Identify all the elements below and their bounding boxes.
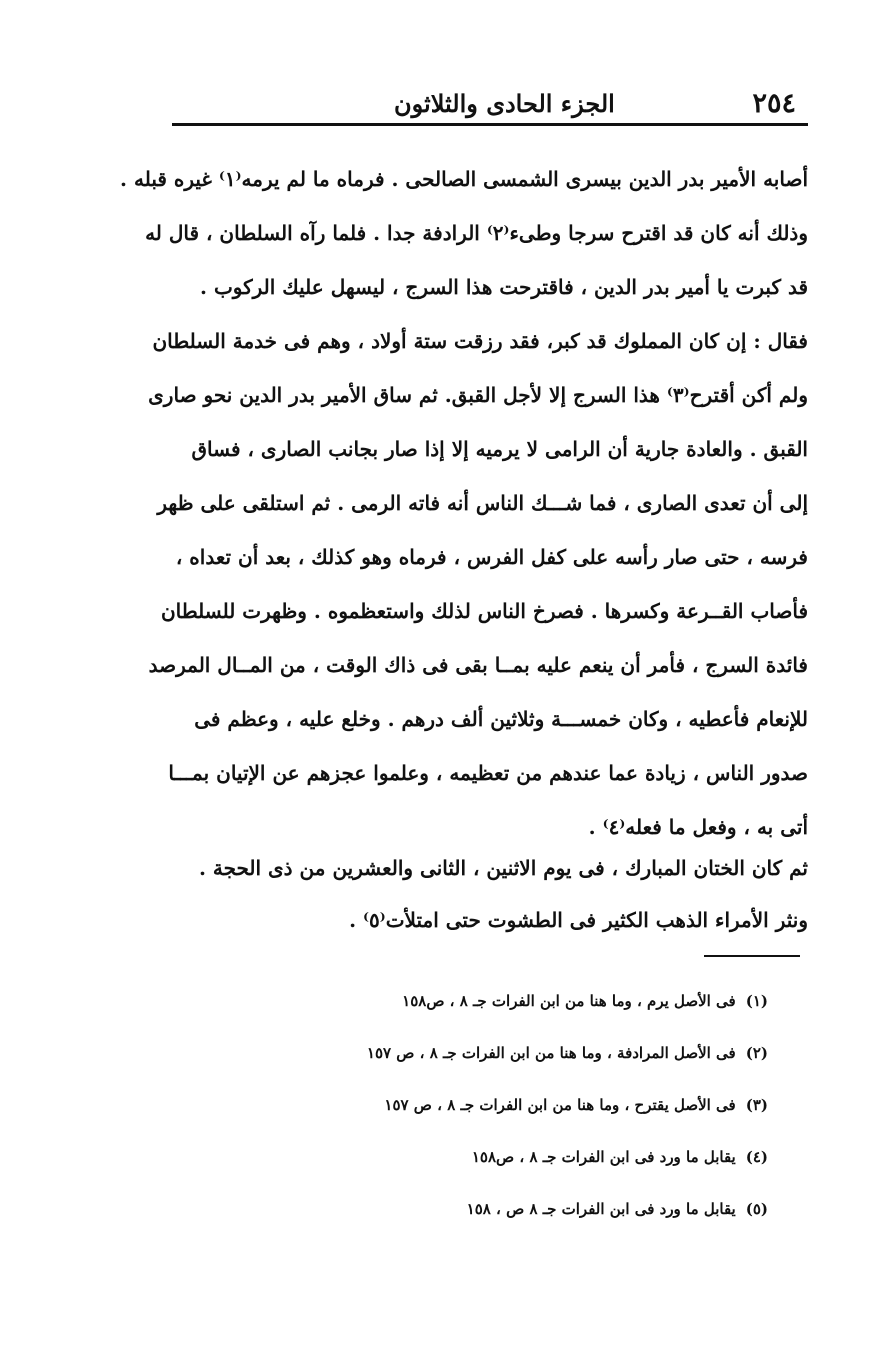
footnote-rule (704, 955, 800, 957)
text-line: إلى أن تعدى الصارى ، فما شـــك الناس أنه فاته الرمى . ثم استلقى على ظهر (157, 491, 808, 515)
text-line: فائدة السرج ، فأمر أن ينعم عليه بمــا بقى فى ذاك الوقت ، من المــال المرصد (148, 653, 808, 677)
running-title: الجزء الحادى والثلاثون (394, 89, 615, 118)
text-line: فقال : إن كان المملوك قد كبر، فقد رزقت ستة أولاد ، وهم فى خدمة السلطان (152, 329, 808, 353)
header-rule (172, 123, 808, 126)
page-number: ٢٥٤ (752, 88, 796, 119)
text-line: للإنعام فأعطيه ، وكان خمســـة وثلاثين ألف درهم . وخلع عليه ، وعظم فى (194, 707, 808, 731)
text-line: وذلك أنه كان قد اقترح سرجا وطىء⁽٢⁾ الرادفة جدا . فلما رآه السلطان ، قال له (145, 221, 808, 245)
text-line: ولم أكن أقترح⁽٣⁾ هذا السرج إلا لأجل القبق. ثم ساق الأمير بدر الدين نحو صارى (148, 383, 808, 407)
footnote-mark: (٥) (745, 1200, 768, 1218)
paragraph-main (120, 152, 808, 854)
text-line: فأصاب القــرعة وكسرها . فصرخ الناس لذلك واستعظموه . وظهرت للسلطان (160, 599, 808, 623)
footnote-1 (300, 975, 768, 1027)
footnote-2 (300, 1027, 768, 1079)
text-line: صدور الناس ، زيادة عما عندهم من تعظيمه ، وعلموا عجزهم عن الإتيان بمـــا (168, 761, 808, 785)
footnote-text: فى الأصل المرادفة ، وما هنا من ابن الفرات جـ ٨ ، ص ١٥٧ (366, 1044, 736, 1062)
footnote-5 (300, 1183, 768, 1235)
footnote-mark: (٢) (745, 1044, 768, 1062)
text-line: فرسه ، حتى صار رأسه على كفل الفرس ، فرماه وهو كذلك ، بعد أن تعداه ، (175, 545, 808, 569)
text-line: قد كبرت يا أمير بدر الدين ، فاقترحت هذا السرج ، ليسهل عليك الركوب . (200, 275, 808, 299)
footnote-mark: (١) (745, 992, 768, 1010)
footnote-text: يقابل ما ورد فى ابن الفرات جـ ٨ ص ، ١٥٨ (466, 1200, 736, 1218)
text-line-last: أتى به ، وفعل ما فعله⁽٤⁾ . (588, 815, 808, 839)
footnote-text: يقابل ما ورد فى ابن الفرات جـ ٨ ، ص١٥٨ (471, 1148, 736, 1166)
text-line: القبق . والعادة جارية أن الرامى لا يرميه إلا إذا صار بجانب الصارى ، فساق (191, 437, 808, 461)
footnote-text: فى الأصل يرم ، وما هنا من ابن الفرات جـ ٨ ، ص١٥٨ (402, 992, 736, 1010)
text-line: أصابه الأمير بدر الدين بيسرى الشمسى الصالحى . فرماه ما لم يرمه⁽١⁾ غيره قبله . (120, 167, 808, 191)
footnote-3 (300, 1079, 768, 1131)
paragraph-second (176, 842, 808, 946)
footnote-mark: (٤) (745, 1148, 768, 1166)
footnotes (300, 975, 768, 1235)
footnote-text: فى الأصل يقترح ، وما هنا من ابن الفرات جـ ٨ ، ص ١٥٧ (384, 1096, 736, 1114)
footnote-mark: (٣) (745, 1096, 768, 1114)
page-header (172, 76, 808, 122)
text-line: ثم كان الختان المبارك ، فى يوم الاثنين ، الثانى والعشرين من ذى الحجة . (198, 856, 808, 880)
footnote-4 (300, 1131, 768, 1183)
text-line-last: ونثر الأمراء الذهب الكثير فى الطشوت حتى امتلأت⁽٥⁾ . (349, 908, 808, 932)
